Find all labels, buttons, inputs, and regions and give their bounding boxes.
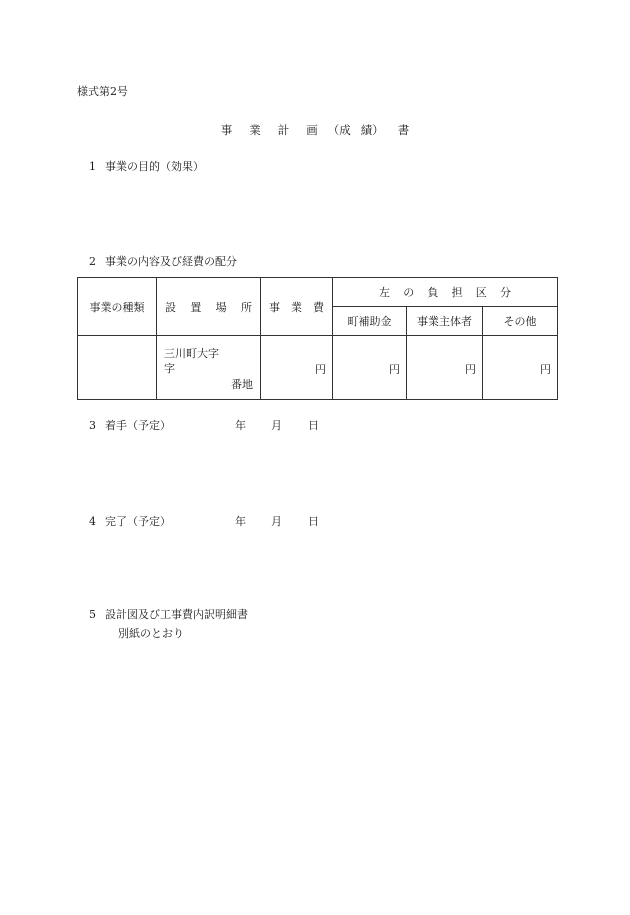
start-month-unit: 月 bbox=[271, 419, 282, 432]
end-year-unit: 年 bbox=[235, 515, 246, 528]
document-title bbox=[0, 125, 630, 137]
section-1-heading bbox=[89, 161, 204, 172]
section-number: 1 bbox=[89, 160, 96, 173]
title-char: （成 bbox=[327, 123, 351, 137]
cell-location bbox=[157, 336, 261, 400]
header-project-cost bbox=[261, 278, 333, 336]
end-day-unit: 日 bbox=[308, 515, 319, 528]
start-year-unit: 年 bbox=[235, 419, 246, 432]
section-number: 3 bbox=[89, 419, 96, 432]
section-5-note: 別紙のとおり bbox=[118, 627, 184, 640]
header-char: 費 bbox=[313, 300, 324, 314]
section-3-heading bbox=[89, 420, 171, 431]
header-char: 業 bbox=[291, 300, 302, 314]
header-char: 分 bbox=[499, 286, 511, 299]
budget-table bbox=[77, 277, 558, 400]
section-2-heading bbox=[89, 256, 237, 267]
cell-other: 円 bbox=[483, 336, 558, 400]
start-day-unit: 日 bbox=[308, 419, 319, 432]
header-project-entity: 事業主体者 bbox=[407, 307, 483, 336]
section-number: 2 bbox=[89, 255, 96, 268]
header-char: 置 bbox=[190, 300, 202, 314]
section-label: 設計図及び工事費内訳明細書 bbox=[105, 608, 248, 621]
section-number: 5 bbox=[89, 608, 96, 621]
location-line: 字 bbox=[164, 362, 175, 375]
section-label: 事業の内容及び経費の配分 bbox=[105, 255, 237, 268]
section-label: 事業の目的（効果） bbox=[105, 160, 204, 173]
header-char: 設 bbox=[165, 300, 176, 314]
cell-town-subsidy: 円 bbox=[333, 336, 407, 400]
table-row bbox=[78, 336, 558, 400]
form-number: 様式第2号 bbox=[77, 85, 128, 98]
cell-project-type bbox=[78, 336, 157, 400]
cell-project-entity: 円 bbox=[407, 336, 483, 400]
section-label: 完了（予定） bbox=[105, 515, 171, 528]
header-char: 左 bbox=[379, 286, 390, 299]
end-month-unit: 月 bbox=[271, 515, 282, 528]
header-project-type: 事業の種類 bbox=[78, 278, 157, 336]
title-char: 業 bbox=[249, 123, 261, 137]
location-line: 三川町大字 bbox=[164, 347, 219, 360]
header-char: 担 bbox=[451, 286, 463, 299]
section-number: 4 bbox=[89, 515, 96, 528]
header-char: 場 bbox=[215, 300, 227, 314]
title-char: 事 bbox=[220, 123, 233, 137]
header-town-subsidy: 町補助金 bbox=[333, 307, 407, 336]
title-char: 画 bbox=[306, 123, 318, 137]
title-char: 績） bbox=[360, 123, 384, 137]
header-char: 所 bbox=[240, 300, 252, 314]
header-other: その他 bbox=[483, 307, 558, 336]
section-4-heading bbox=[89, 516, 171, 527]
section-label: 着手（予定） bbox=[105, 419, 171, 432]
header-char: 区 bbox=[475, 286, 487, 299]
title-char: 計 bbox=[277, 123, 290, 137]
header-char: 負 bbox=[427, 286, 439, 299]
cell-project-cost: 円 bbox=[261, 336, 333, 400]
header-char: の bbox=[403, 286, 415, 299]
title-char: 書 bbox=[397, 123, 410, 137]
section-5-heading bbox=[89, 609, 248, 620]
header-cost-sharing bbox=[333, 278, 558, 307]
location-line: 番地 bbox=[231, 378, 253, 391]
header-char: 事 bbox=[269, 300, 280, 314]
header-location bbox=[157, 278, 261, 336]
